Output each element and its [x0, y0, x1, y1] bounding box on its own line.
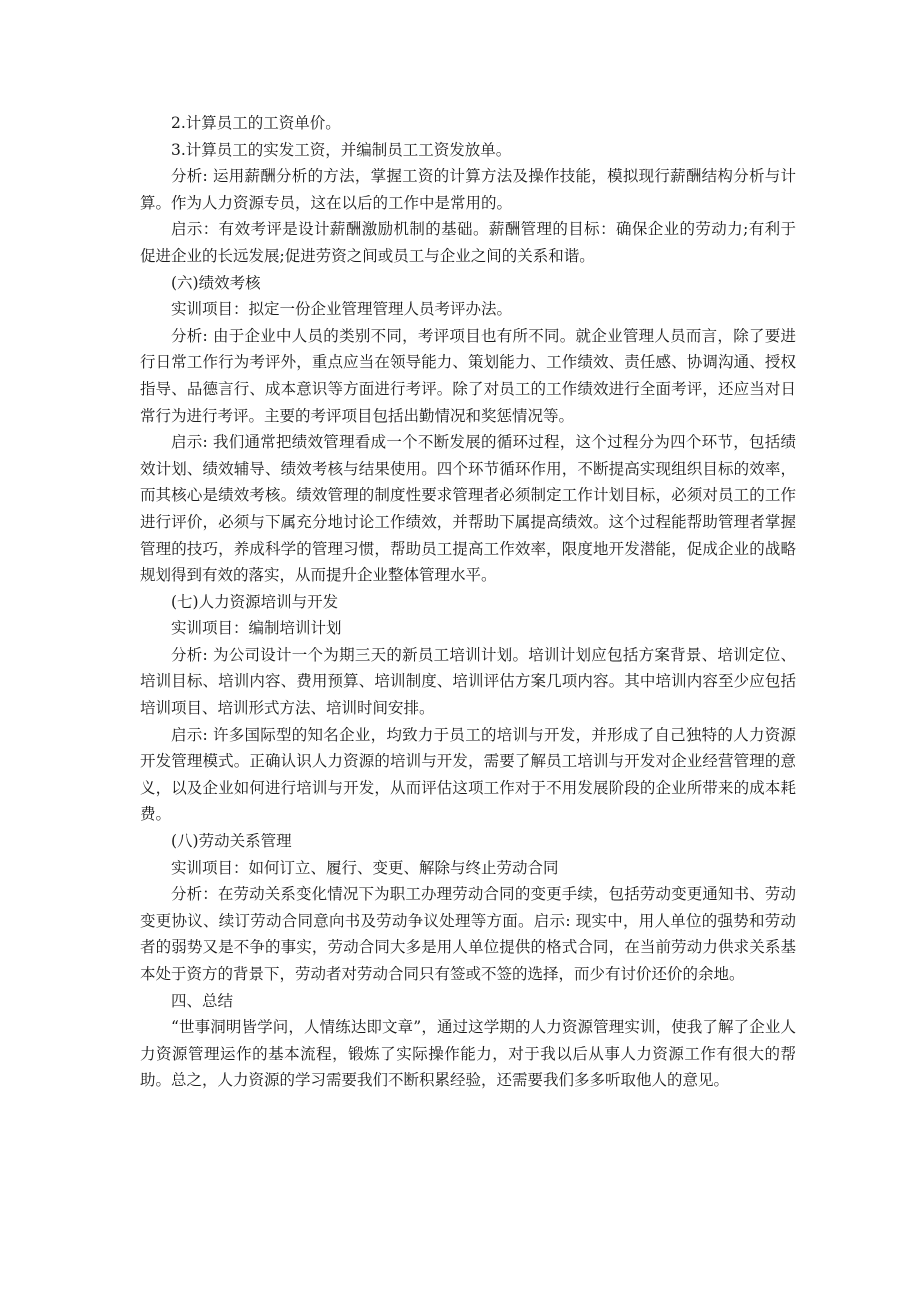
paragraph-training-analysis: 分析: 为公司设计一个为期三天的新员工培训计划。培训计划应包括方案背景、培训定位、培训目标、培训内容、费用预算、培训制度、培训评估方案几项内容。其中培训内容至少应包括培训项目、培训形式方法、培训时间安排。: [140, 645, 796, 718]
paragraph-item-2: 2.计算员工的工资单价。: [171, 114, 341, 132]
paragraph-training-insight: 启示: 许多国际型的知名企业，均致力于员工的培训与开发，并形成了自己独特的人力资源开发管理模式。正确认识人力资源的培训与开发，需要了解员工培训与开发对企业经营管理的意义，以及企业如何进行培训与开发，从而评估这项工作对于不用发展阶段的企业所带来的成本耗费。: [140, 725, 796, 824]
paragraph-item-3: 3.计算员工的实发工资，并编制员工工资发放单。: [171, 140, 512, 159]
paragraph-performance-analysis: 分析: 由于企业中人员的类别不同，考评项目也有所不同。就企业管理人员而言，除了要进行日常工作行为考评外，重点应当在领导能力、策划能力、工作绩效、责任感、协调沟通、授权指导、品德言行、成本意识等方面进行考评。除了对员工的工作绩效进行全面考评，还应当对日常行为进行考评。主要的考评项目包括出勤情况和奖惩情况等。: [140, 326, 796, 425]
paragraph-performance-insight: 启示: 我们通常把绩效管理看成一个不断发展的循环过程，这个过程分为四个环节，包括绩效计划、绩效辅导、绩效考核与结果使用。四个环节循环作用，不断提高实现组织目标的效率，而其核心是绩效考核。绩效管理的制度性要求管理者必须制定工作计划目标，必须对员工的工作进行评价，必须与下属充分地讨论工作绩效，并帮助下属提高绩效。这个过程能帮助管理者掌握管理的技巧，养成科学的管理习惯，帮助员工提高工作效率，限度地开发潜能，促成企业的战略规划得到有效的落实，从而提升企业整体管理水平。: [140, 433, 796, 585]
paragraph-labor-project: 实训项目：如何订立、履行、变更、解除与终止劳动合同: [171, 858, 559, 877]
document-body: [140, 110, 796, 1094]
section-heading-training: (七)人力资源培训与开发: [171, 592, 339, 611]
section-heading-summary: 四、总结: [171, 991, 234, 1010]
section-heading-labor-relations: (八)劳动关系管理: [171, 832, 292, 851]
paragraph-training-project: 实训项目：编制培训计划: [171, 619, 342, 638]
paragraph-summary: “世事洞明皆学问，人情练达即文章”，通过这学期的人力资源管理实训，使我了解了企业人力资源管理运作的基本流程，锻炼了实际操作能力，对于我以后从事人力资源工作有很大的帮助。总之，人力资源的学习需要我们不断积累经验，还需要我们多多听取他人的意见。: [140, 1018, 796, 1090]
section-heading-performance: (六)绩效考核: [171, 273, 261, 292]
paragraph-salary-insight: 启示：有效考评是设计薪酬激励机制的基础。薪酬管理的目标：确保企业的劳动力;有利于促进企业的长远发展;促进劳资之间或员工与企业之间的关系和谐。: [140, 220, 796, 265]
paragraph-salary-analysis: 分析: 运用薪酬分析的方法，掌握工资的计算方法及操作技能，模拟现行薪酬结构分析与计算。作为人力资源专员，这在以后的工作中是常用的。: [140, 167, 796, 212]
paragraph-labor-analysis: 分析：在劳动关系变化情况下为职工办理劳动合同的变更手续，包括劳动变更通知书、劳动变更协议、续订劳动合同意向书及劳动争议处理等方面。启示: 现实中，用人单位的强势和劳动者的弱势又是不争的事实，劳动合同大多是用人单位提供的格式合同，在当前劳动力供求关系基本处于资方的背景下，劳动者对劳动合同只有签或不签的选择，而少有讨价还价的余地。: [140, 885, 796, 983]
paragraph-performance-project: 实训项目：拟定一份企业管理管理人员考评办法。: [171, 300, 513, 319]
